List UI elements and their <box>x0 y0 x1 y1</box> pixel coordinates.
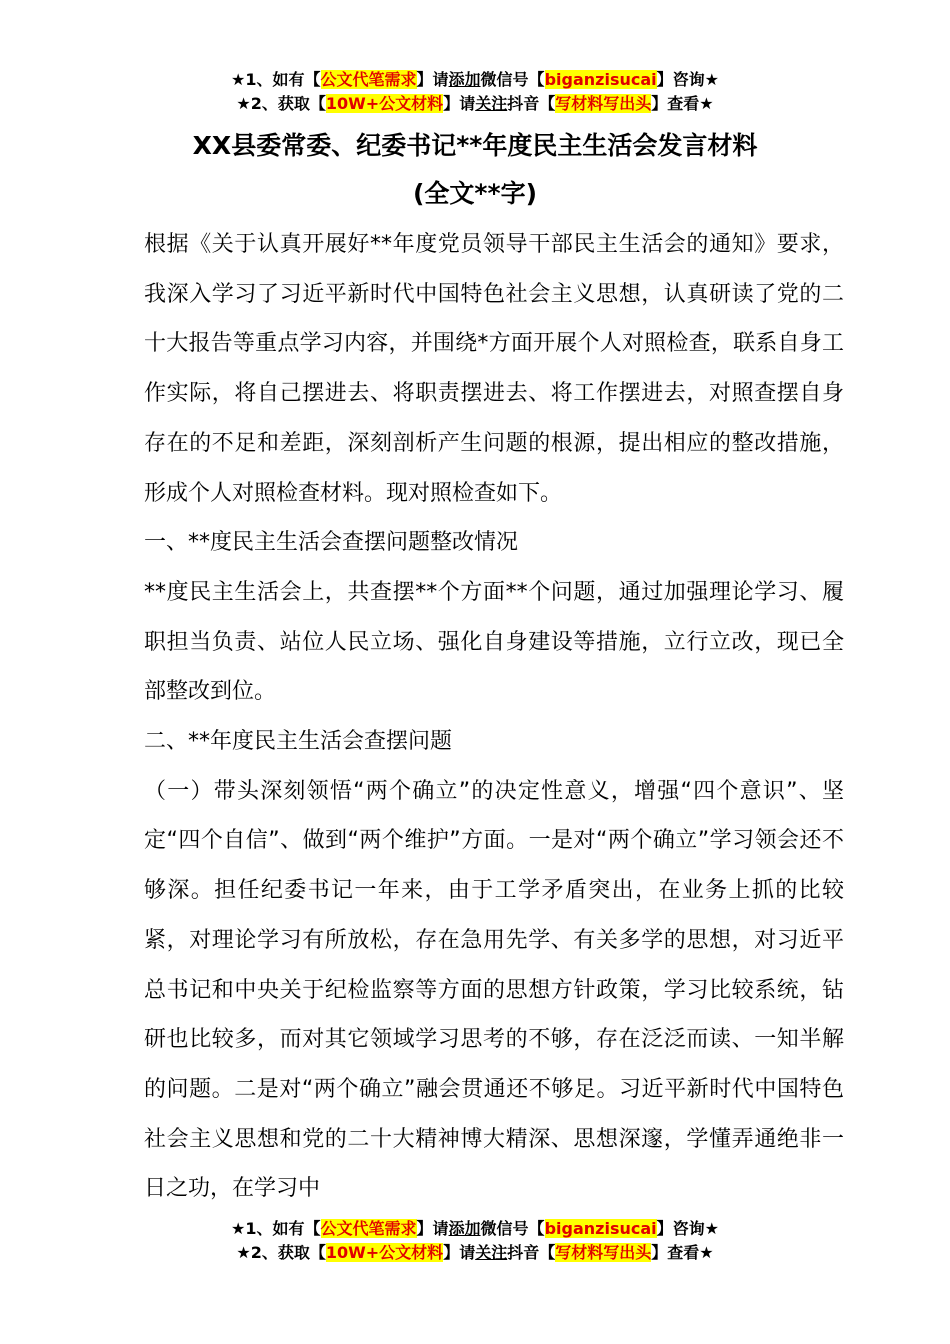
highlight-douyin-account: 写材料写出头 <box>555 94 652 113</box>
footer-highlight-materials: 10W+公文材料 <box>325 1243 444 1262</box>
header-banner <box>0 68 950 116</box>
footer-banner-line-1: ★1、如有【公文代笔需求】请添加微信号【biganzisucai】咨询★ <box>231 1219 719 1238</box>
footer-banner-line-2: ★2、获取【10W+公文材料】请关注抖音【写材料写出头】查看★ <box>236 1243 714 1262</box>
footer-underline-add: 添加 <box>448 1219 481 1238</box>
section-heading-2: 二、**年度民主生活会查摆问题 <box>144 729 453 755</box>
banner-line-1: ★1、如有【公文代笔需求】请添加微信号【biganzisucai】咨询★ <box>231 70 719 89</box>
document-subtitle: (全文**字) <box>413 179 537 208</box>
banner-line-2: ★2、获取【10W+公文材料】请关注抖音【写材料写出头】查看★ <box>236 94 714 113</box>
highlight-service: 公文代笔需求 <box>320 70 417 89</box>
section-heading-1: 一、**度民主生活会查摆问题整改情况 <box>144 530 519 556</box>
footer-highlight-douyin-account: 写材料写出头 <box>555 1243 652 1262</box>
underline-add: 添加 <box>448 70 481 89</box>
paragraph-rectification: **度民主生活会上，共查摆**个方面**个问题，通过加强理论学习、履职担当负责、站位人民立场、强化自身建设等措施，立行立改，现已全部整改到位。 <box>144 579 844 705</box>
footer-highlight-service: 公文代笔需求 <box>320 1219 417 1238</box>
footer-banner <box>0 1217 950 1265</box>
footer-highlight-wechat-id: biganzisucai <box>544 1219 657 1238</box>
document-title: XX县委常委、纪委书记**年度民主生活会发言材料 <box>192 131 758 160</box>
highlight-materials: 10W+公文材料 <box>325 94 444 113</box>
document-body <box>144 220 844 1214</box>
paragraph-issue-1: （一）带头深刻领悟“两个确立”的决定性意义，增强“四个意识”、坚定“四个自信”、做到“两个维护”方面。一是对“两个确立”学习领会还不够深。担任纪委书记一年来，由于工学矛盾突出，在业务上抓的比较紧，对理论学习有所放松，存在急用先学、有关多学的思想，对习近平总书记和中央关于纪检监察等方面的思想方针政策，学习比较系统，钻研也比较多，而对其它领域学习思考的不够，存在泛泛而读、一知半解的问题。二是对“两个确立”融会贯通还不够足。习近平新时代中国特色社会主义思想和党的二十大精神博大精深、思想深邃，学懂弄通绝非一日之功，在学习中 <box>144 778 844 1202</box>
paragraph-intro: 根据《关于认真开展好**年度党员领导干部民主生活会的通知》要求，我深入学习了习近平新时代中国特色社会主义思想，认真研读了党的二十大报告等重点学习内容，并围绕*方面开展个人对照检查，联系自身工作实际，将自己摆进去、将职责摆进去、将工作摆进去，对照查摆自身存在的不足和差距，深刻剖析产生问题的根源，提出相应的整改措施，形成个人对照检查材料。现对照检查如下。 <box>144 232 844 506</box>
footer-underline-follow: 关注 <box>475 1243 508 1262</box>
highlight-wechat-id: biganzisucai <box>544 70 657 89</box>
underline-follow: 关注 <box>475 94 508 113</box>
